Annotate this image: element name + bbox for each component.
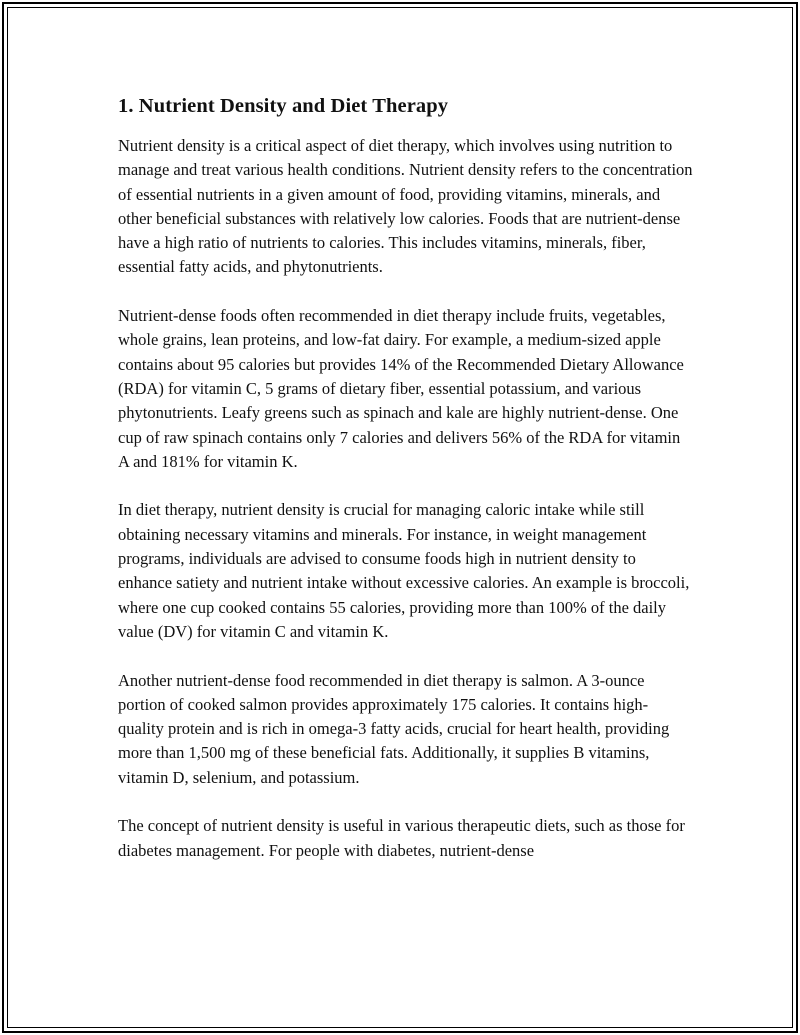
- document-body: [118, 92, 693, 887]
- paragraph-nutrient-dense-foods: Nutrient-dense foods often recommended in diet therapy include fruits, vegetables, whole grains, lean proteins, and low-fat dairy. For example, a medium-sized apple contains about 95 calories but provides 14% of the Recommended Dietary Allowance (RDA) for vitamin C, 5 grams of dietary fiber, essential potassium, and various phytonutrients. Leafy greens such as spinach and kale are highly nutrient-dense. One cup of raw spinach contains only 7 calories and delivers 56% of the RDA for vitamin A and 181% for vitamin K.: [118, 306, 684, 471]
- paragraph-salmon: Another nutrient-dense food recommended in diet therapy is salmon. A 3-ounce portion of cooked salmon provides approximately 175 calories. It contains high-quality protein and is rich in omega-3 fatty acids, crucial for heart health, providing more than 1,500 mg of these beneficial fats. Additionally, it supplies B vitamins, vitamin D, selenium, and potassium.: [118, 670, 670, 787]
- paragraph-therapeutic-diets: The concept of nutrient density is useful in various therapeutic diets, such as those for diabetes management. For people with diabetes, nutrient-dense: [118, 816, 685, 860]
- paragraph-nutrient-density-definition: Nutrient density is a critical aspect of diet therapy, which involves using nutrition to manage and treat various health conditions. Nutrient density refers to the concentration of essential nutrients in a given amount of food, providing vitamins, minerals, and other beneficial substances with relatively low calories. Foods that are nutrient-dense have a high ratio of nutrients to calories. This includes vitamins, minerals, fiber, essential fatty acids, and phytonutrients.: [118, 136, 693, 277]
- paragraph-caloric-intake: In diet therapy, nutrient density is crucial for managing caloric intake while still obtaining necessary vitamins and minerals. For instance, in weight management programs, individuals are advised to consume foods high in nutrient density to enhance satiety and nutrient intake without excessive calories. An example is broccoli, where one cup cooked contains 55 calories, providing more than 100% of the daily value (DV) for vitamin C and vitamin K.: [118, 500, 690, 641]
- section-heading: 1. Nutrient Density and Diet Therapy: [118, 95, 449, 117]
